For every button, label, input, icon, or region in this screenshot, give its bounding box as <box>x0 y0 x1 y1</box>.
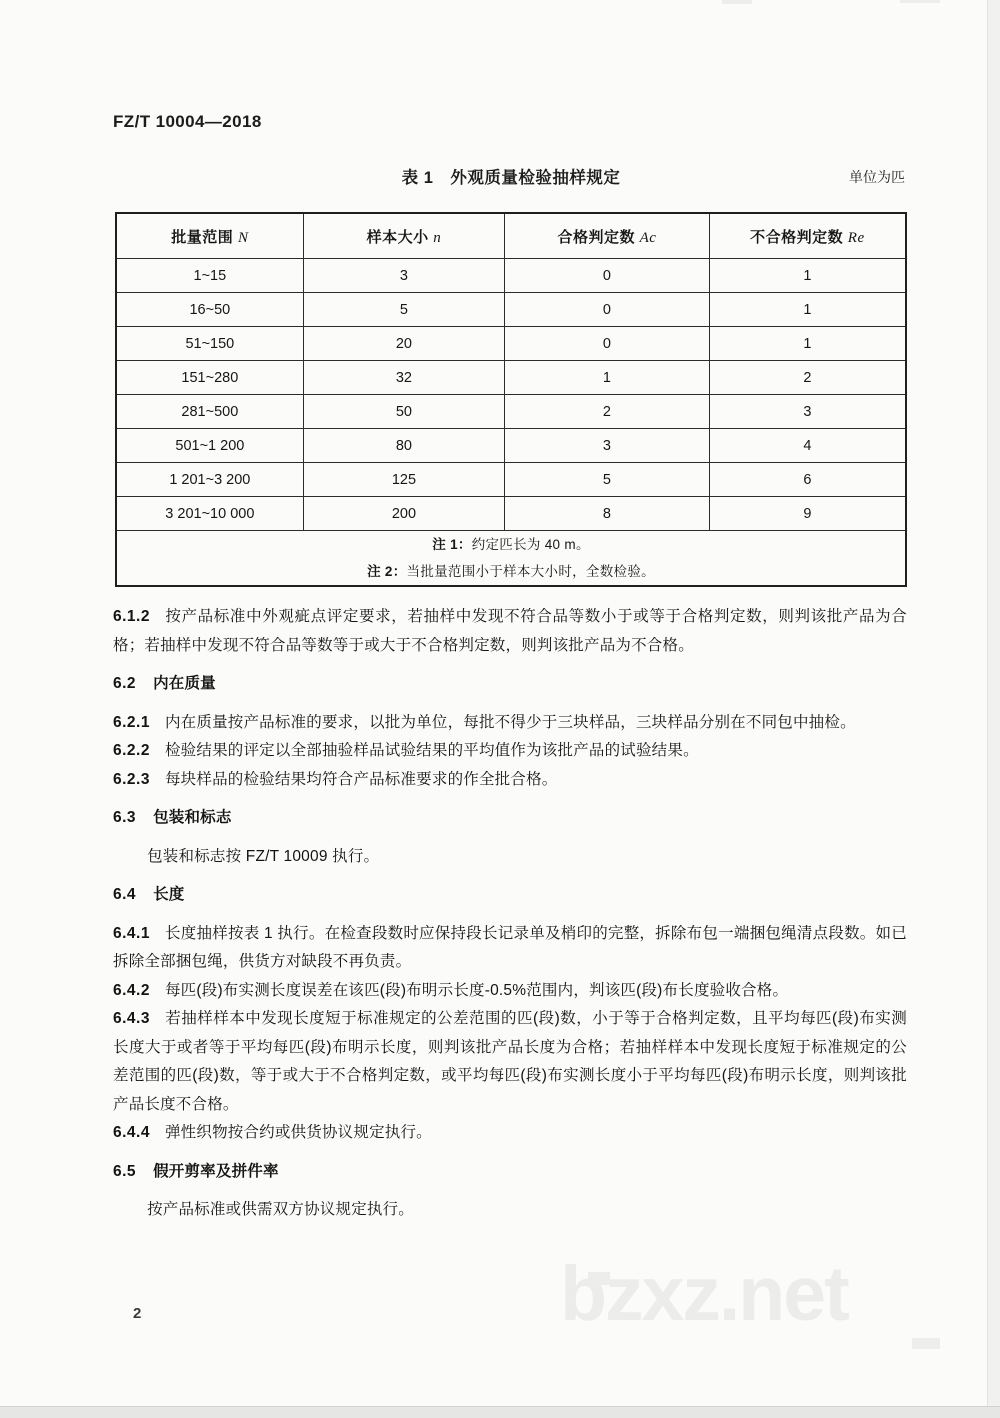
column-header: 样本大小 n <box>303 213 504 259</box>
clause-paragraph: 6.4.3 若抽样样本中发现长度短于标准规定的公差范围的匹(段)数，小于等于合格判定数，且平均每匹(段)布实测长度大于或者等于平均每匹(段)布明示长度，则判该批产品长度为合格；若抽样样本中发现长度短于标准规定的公差范围的匹(段)数，等于或大于不合格判定数，或平均每匹(段)布实测长度小于平均每匹(段)布明示长度，则判该批产品长度不合格。 <box>113 1010 907 1113</box>
table-cell: 2 <box>505 395 710 429</box>
table-cell: 8 <box>505 497 710 531</box>
table-row <box>116 259 906 293</box>
table-cell: 4 <box>709 429 906 463</box>
table-cell: 20 <box>303 327 504 361</box>
scan-right-edge <box>987 0 1000 1418</box>
table-cell: 2 <box>709 361 906 395</box>
watermark: bzxz.net <box>560 1251 848 1337</box>
table-cell: 1 201~3 200 <box>116 463 303 497</box>
table-row <box>116 361 906 395</box>
column-header: 批量范围 N <box>116 213 303 259</box>
indented-paragraph: 包装和标志按 FZ/T 10009 执行。 <box>147 847 380 865</box>
table-cell: 5 <box>303 293 504 327</box>
scan-top-mark <box>722 0 752 4</box>
table-row <box>116 429 906 463</box>
scan-smudge <box>912 1338 940 1349</box>
table-notes-row <box>116 531 906 587</box>
table-cell: 1 <box>709 327 906 361</box>
table-cell: 3 <box>709 395 906 429</box>
scan-top-mark <box>900 0 940 3</box>
column-header: 不合格判定数 Re <box>709 213 906 259</box>
table-cell: 1~15 <box>116 259 303 293</box>
sampling-table-block <box>115 164 907 587</box>
clause-paragraph: 6.2.2 检验结果的评定以全部抽验样品试验结果的平均值作为该批产品的试验结果。 <box>113 742 699 759</box>
table-unit-note: 单位为匹 <box>849 169 905 185</box>
section-heading: 6.5 假开剪率及拼件率 <box>113 1162 279 1180</box>
table-cell: 3 201~10 000 <box>116 497 303 531</box>
table-cell: 3 <box>505 429 710 463</box>
table-cell: 16~50 <box>116 293 303 327</box>
table-row <box>116 395 906 429</box>
clause-paragraph: 6.2.3 每块样品的检验结果均符合产品标准要求的作全批合格。 <box>113 770 558 788</box>
table-cell: 51~150 <box>116 327 303 361</box>
table-cell: 32 <box>303 361 504 395</box>
table-cell: 80 <box>303 429 504 463</box>
table-cell: 0 <box>505 293 710 327</box>
sampling-table <box>115 212 907 587</box>
table-note: 注 2：当批量范围小于样本大小时，全数检验。 <box>367 564 655 579</box>
section-heading: 6.3 包装和标志 <box>113 809 232 826</box>
column-header: 合格判定数 Ac <box>505 213 710 259</box>
table-header-row <box>116 213 906 259</box>
document-body <box>113 603 907 1225</box>
table-cell: 9 <box>709 497 906 531</box>
clause-paragraph: 6.1.2 按产品标准中外观疵点评定要求，若抽样中发现不符合品等数小于或等于合格判定数，则判该批产品为合格；若抽样中发现不符合品等数等于或大于不合格判定数，则判该批产品为不合格。 <box>113 608 907 654</box>
standard-code: FZ/T 10004—2018 <box>113 112 262 131</box>
table-cell: 6 <box>709 463 906 497</box>
table-cell: 1 <box>709 293 906 327</box>
table-notes-cell <box>116 531 906 587</box>
section-heading: 6.4 长度 <box>113 886 185 903</box>
page-number: 2 <box>133 1305 142 1322</box>
table-body <box>116 259 906 531</box>
table-cell: 125 <box>303 463 504 497</box>
table-cell: 281~500 <box>116 395 303 429</box>
table-cell: 1 <box>709 259 906 293</box>
clause-paragraph: 6.4.4 弹性织物按合约或供货协议规定执行。 <box>113 1124 432 1141</box>
table-caption-row <box>115 164 907 186</box>
table-cell: 0 <box>505 259 710 293</box>
table-note: 注 1：约定匹长为 40 m。 <box>432 537 590 552</box>
table-cell: 151~280 <box>116 361 303 395</box>
table-cell: 200 <box>303 497 504 531</box>
table-cell: 3 <box>303 259 504 293</box>
clause-paragraph: 6.4.1 长度抽样按表 1 执行。在检查段数时应保持段长记录单及梢印的完整，拆除布包一端捆包绳清点段数。如已拆除全部捆包绳，供货方对缺段不再负责。 <box>113 924 907 970</box>
table-row <box>116 293 906 327</box>
table-cell: 501~1 200 <box>116 429 303 463</box>
table-cell: 5 <box>505 463 710 497</box>
table-row <box>116 497 906 531</box>
indented-paragraph: 按产品标准或供需双方协议规定执行。 <box>147 1201 414 1218</box>
table-row <box>116 463 906 497</box>
clause-paragraph: 6.4.2 每匹(段)布实测长度误差在该匹(段)布明示长度-0.5%范围内，判该匹(段)布长度验收合格。 <box>113 981 789 999</box>
scan-bottom-edge <box>0 1406 1000 1418</box>
table-caption: 表 1 外观质量检验抽样规定 <box>401 169 621 187</box>
table-cell: 1 <box>505 361 710 395</box>
table-row <box>116 327 906 361</box>
table-cell: 50 <box>303 395 504 429</box>
clause-paragraph: 6.2.1 内在质量按产品标准的要求，以批为单位，每批不得少于三块样品，三块样品分别在不同包中抽检。 <box>113 713 856 731</box>
section-heading: 6.2 内在质量 <box>113 675 216 692</box>
table-cell: 0 <box>505 327 710 361</box>
